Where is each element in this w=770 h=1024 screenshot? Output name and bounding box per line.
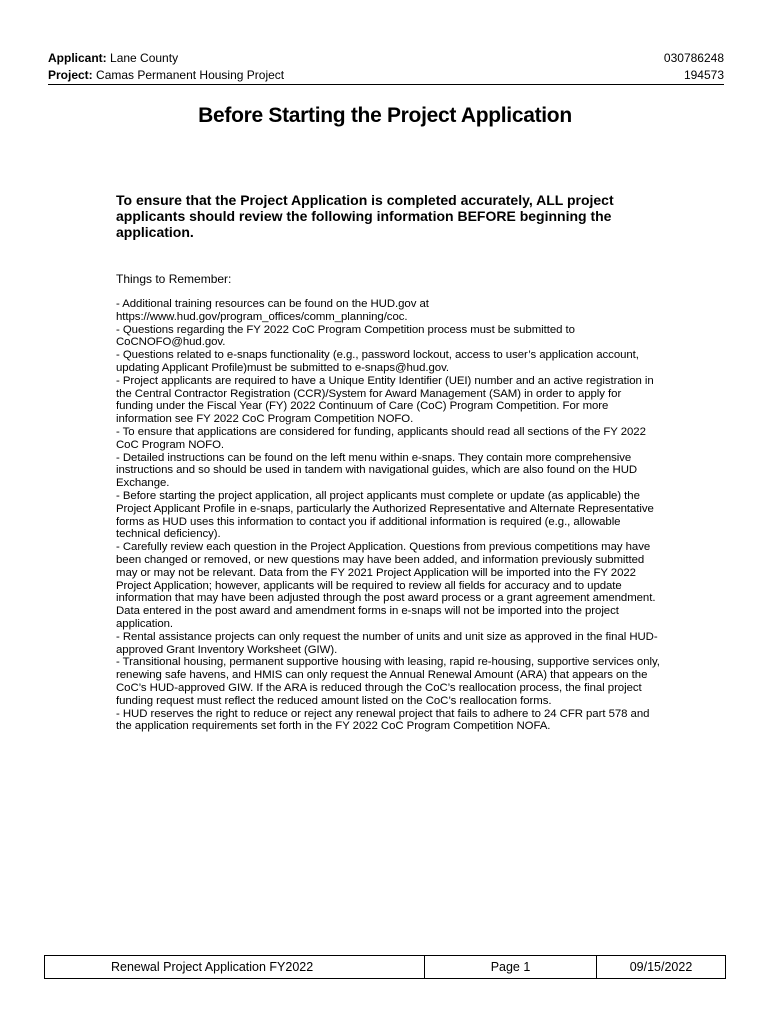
reminder-item: - HUD reserves the right to reduce or reject any renewal project that fails to adhere to 24 CFR part 578 and the application requirements set forth in the FY 2022 CoC Program Competition NOFA. xyxy=(116,707,650,733)
reminder-item: - Carefully review each question in the Project Application. Questions from previous competitions may have been changed or removed, or new questions may have been added, and information previously submitted may or may not be relevant. Data from the FY 2021 Project Application will be imported into the FY 2022 Project Application; however, applicants will be required to review all fields for accuracy and to update information that may have been adjusted through the post award process or a grant agreement amendment. Data entered in the post award and amendment forms in e-snaps will not be imported into the project application. xyxy=(116,541,656,630)
applicant-label: Applicant: xyxy=(48,51,107,65)
things-to-remember-heading: Things to Remember: xyxy=(116,272,232,286)
reminder-item: - To ensure that applications are considered for funding, applicants should read all sections of the FY 2022 CoC Program NOFO. xyxy=(116,425,646,451)
document-header xyxy=(48,50,724,84)
reminder-item: - Questions related to e-snaps functionality (e.g., password lockout, access to user’s application account, updating Applicant Profile)must be submitted to e-snaps@hud.gov. xyxy=(116,349,639,374)
project-row xyxy=(48,67,724,84)
reminder-item: - Additional training resources can be found on the HUD.gov at https://www.hud.gov/program_offices/comm_planning/coc. xyxy=(116,298,429,323)
project-name: Camas Permanent Housing Project xyxy=(96,68,285,82)
applicant-info xyxy=(48,50,178,67)
reminder-item: - Before starting the project application, all project applicants must complete or update (as applicable) the Project Applicant Profile in e-snaps, particularly the Authorized Representative and Alternate Representative forms as HUD uses this information to contact you if additional information is required (e.g., allowable technical deficiency). xyxy=(116,489,654,541)
applicant-name: Lane County xyxy=(110,51,179,65)
applicant-row xyxy=(48,50,724,67)
footer-page-number: Page 1 xyxy=(425,956,597,978)
project-label: Project: xyxy=(48,68,93,82)
reminder-list xyxy=(116,298,661,733)
page-footer xyxy=(44,955,726,979)
project-info xyxy=(48,67,284,84)
page-title: Before Starting the Project Application xyxy=(198,104,572,127)
project-id: 194573 xyxy=(683,68,724,82)
intro-notice: To ensure that the Project Application is completed accurately, ALL project applicants should review the following information BEFORE beginning the application. xyxy=(116,192,614,240)
reminder-item: - Rental assistance projects can only request the number of units and unit size as approved in the final HUD-approved Grant Inventory Worksheet (GIW). xyxy=(116,630,658,656)
reminder-item: - Detailed instructions can be found on the left menu within e-snaps. They contain more comprehensive instructions and so should be used in tandem with navigational guides, which are also found on the HUD Exchange. xyxy=(116,451,638,490)
reminder-item: - Transitional housing, permanent supportive housing with leasing, rapid re-housing, supportive services only, renewing safe havens, and HMIS can only request the Annual Renewal Amount (ARA) that appears on the CoC’s HUD-approved GIW. If the ARA is reduced through the CoC’s reallocation process, the final project funding request must reflect the reduced amount listed on the CoC’s reallocation forms. xyxy=(116,656,660,707)
footer-date: 09/15/2022 xyxy=(629,960,693,974)
reminder-item: - Project applicants are required to have a Unique Entity Identifier (UEI) number and an active registration in the Central Contractor Registration (CCR)/System for Award Management (SAM) in order to apply for funding under the Fiscal Year (FY) 2022 Continuum of Care (CoC) Program Competition. For more information see FY 2022 CoC Program Competition NOFO. xyxy=(116,374,654,426)
applicant-id: 030786248 xyxy=(663,51,724,65)
header-divider xyxy=(48,84,724,85)
footer-form-name: Renewal Project Application FY2022 xyxy=(45,956,425,978)
reminder-item: - Questions regarding the FY 2022 CoC Program Competition process must be submitted to CoCNOFO@hud.gov. xyxy=(116,323,575,349)
